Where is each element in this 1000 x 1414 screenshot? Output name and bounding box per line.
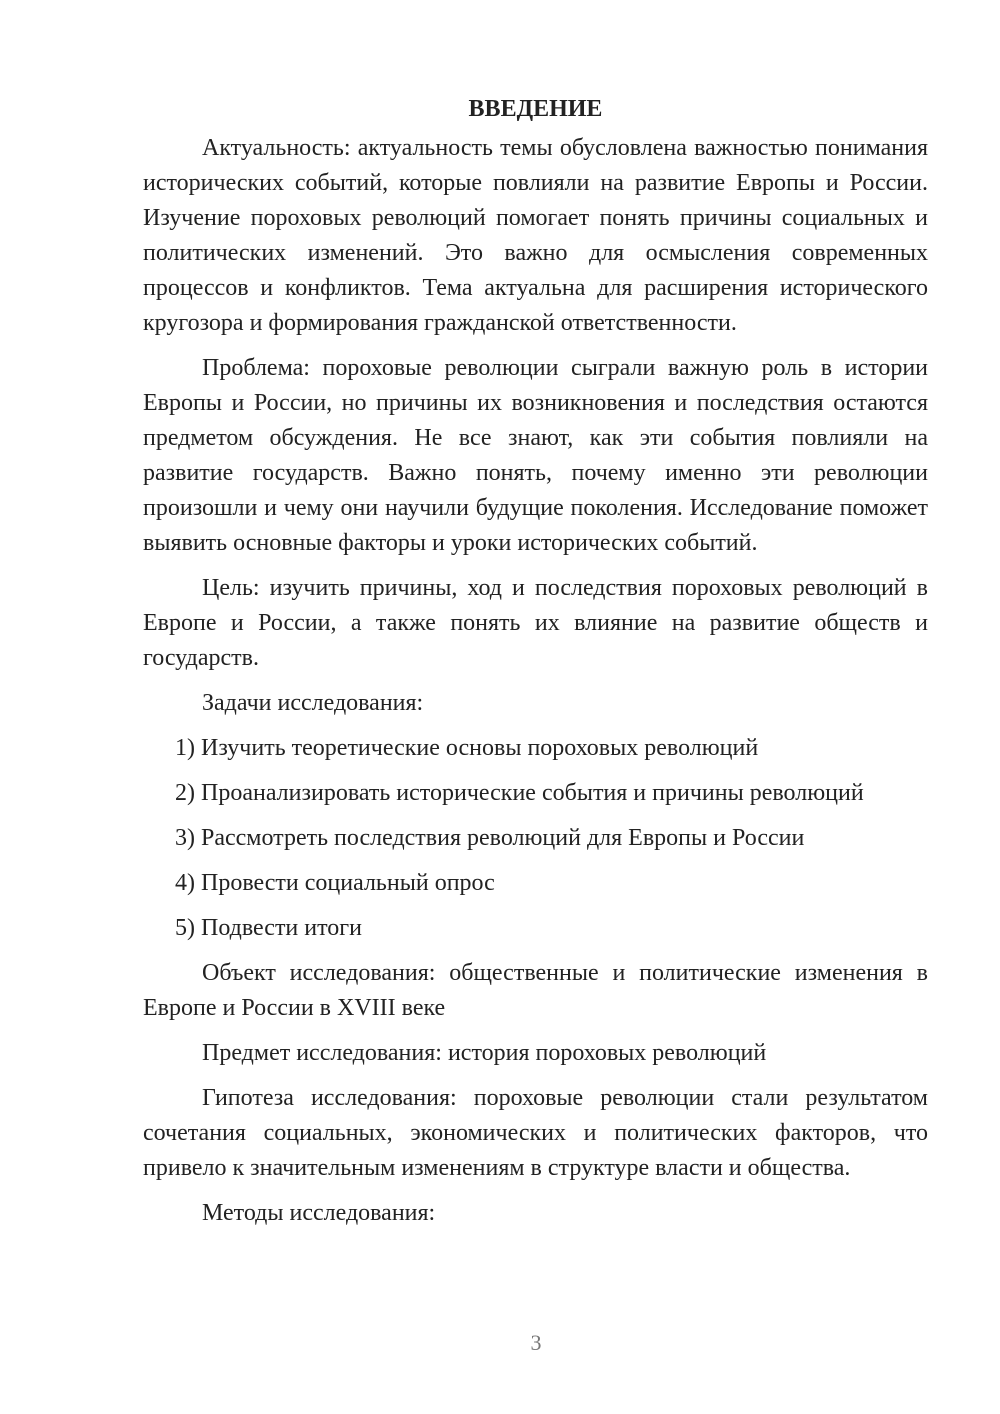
task-item: 5) Подвести итоги	[175, 915, 362, 941]
task-item: 1) Изучить теоретические основы пороховых революций	[175, 735, 759, 761]
task-item: 3) Рассмотреть последствия революций для Европы и России	[175, 825, 805, 851]
relevance-paragraph: Актуальность: актуальность темы обусловлена важностью понимания исторических событий, которые повлияли на развитие Европы и России. Изучение пороховых революций помогает понять причины социальных и политических изменений. Это важно для осмысления современных процессов и конфликтов. Тема актуальна для расширения исторического кругозора и формирования гражданской ответственности.	[143, 135, 928, 336]
subject-paragraph: Предмет исследования: история пороховых революций	[202, 1040, 767, 1066]
problem-paragraph: Проблема: пороховые революции сыграли важную роль в истории Европы и России, но причины их возникновения и последствия остаются предметом обсуждения. Не все знают, как эти события повлияли на развитие государств. Важно понять, почему именно эти революции произошли и чему они научили будущие поколения. Исследование поможет выявить основные факторы и уроки исторических событий.	[143, 355, 928, 556]
page-number: 3	[530, 1330, 542, 1355]
page-content	[143, 92, 928, 1241]
section-title: ВВЕДЕНИЕ	[468, 96, 603, 122]
object-paragraph: Объект исследования: общественные и политические изменения в Европе и России в XVIII веке	[143, 960, 928, 1021]
goal-paragraph: Цель: изучить причины, ход и последствия пороховых революций в Европе и России, а также понять их влияние на развитие обществ и государств.	[143, 575, 928, 671]
task-item: 2) Проанализировать исторические события и причины революций	[175, 780, 864, 806]
methods-heading: Методы исследования:	[202, 1200, 436, 1226]
hypothesis-paragraph: Гипотеза исследования: пороховые революции стали результатом сочетания социальных, экономических и политических факторов, что привело к значительным изменениям в структуре власти и общества.	[143, 1085, 928, 1181]
tasks-heading: Задачи исследования:	[202, 690, 424, 716]
task-item: 4) Провести социальный опрос	[175, 870, 495, 896]
tasks-list	[143, 731, 928, 946]
